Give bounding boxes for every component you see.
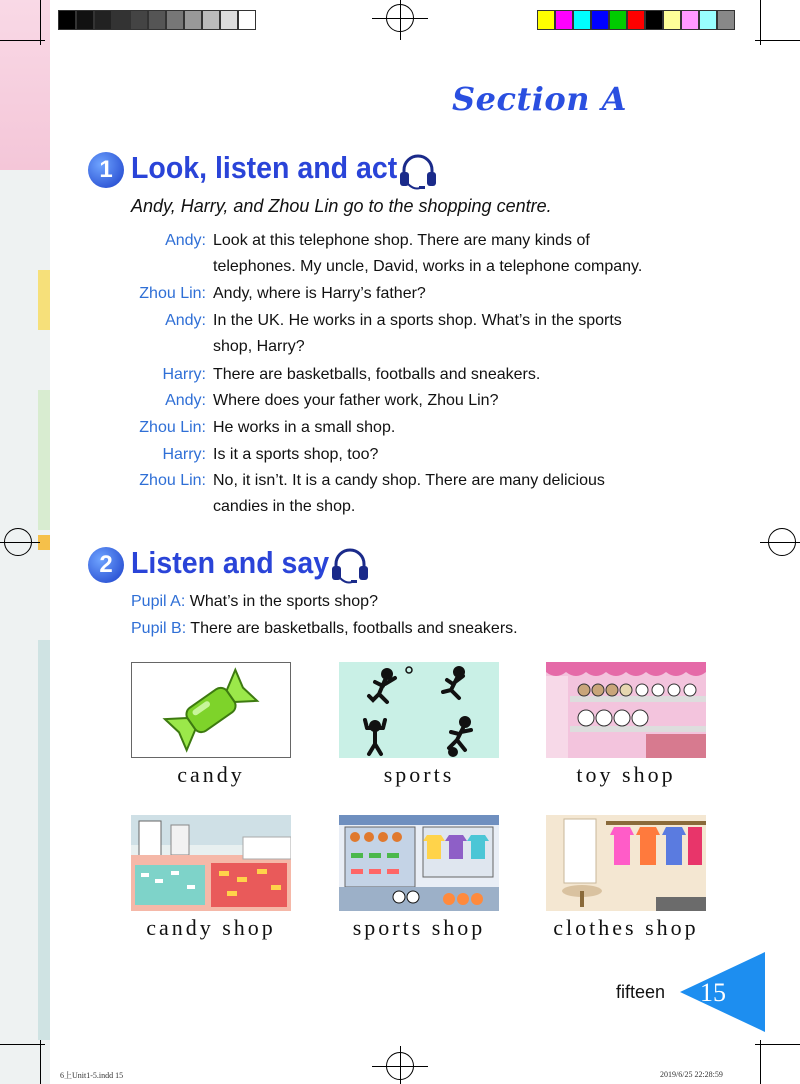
clothes-shop-picture <box>546 815 706 911</box>
crop-mark <box>760 0 761 45</box>
pupil-a-speaker: Pupil A: <box>131 593 186 610</box>
dialogue-speaker: Harry: <box>162 366 206 383</box>
crop-mark <box>400 1046 401 1084</box>
picture-caption: candy <box>177 762 245 787</box>
dialogue-speaker: Andy: <box>165 312 206 329</box>
candy-shop-illustration-icon <box>131 815 291 911</box>
pupil-b-line <box>131 620 518 638</box>
sports-shop-picture <box>339 815 499 911</box>
dialogue-speaker: Andy: <box>165 392 206 409</box>
crop-mark <box>760 542 800 543</box>
dialogue-text: There are basketballs, footballs and sneakers. <box>213 366 541 383</box>
part1-intro: Andy, Harry, and Zhou Lin go to the shopping centre. <box>131 196 552 216</box>
dialogue-line <box>131 338 305 356</box>
sports-shop-illustration-icon <box>339 815 499 911</box>
crop-mark <box>40 1040 41 1084</box>
sports-picture <box>339 662 499 758</box>
part1-number-badge: 1 <box>88 152 124 188</box>
crop-mark <box>0 1044 45 1045</box>
dialogue-speaker: Zhou Lin: <box>139 472 206 489</box>
color-calibration-bar <box>537 10 735 30</box>
candy-picture <box>131 662 291 758</box>
dialogue-text: telephones. My uncle, David, works in a telephone company. <box>213 258 643 275</box>
pupil-a-line <box>131 593 378 611</box>
left-margin-teal-band <box>38 640 50 1040</box>
candy-shop-picture <box>131 815 291 911</box>
dialogue-text: Is it a sports shop, too? <box>213 446 379 463</box>
crop-mark <box>760 1040 761 1084</box>
part2-number-badge: 2 <box>88 547 124 583</box>
pupil-a-text: What’s in the sports shop? <box>189 593 378 610</box>
clothes-shop-illustration-icon <box>546 815 706 911</box>
dialogue-line <box>131 446 378 464</box>
picture-caption: toy shop <box>576 762 676 787</box>
picture-caption: candy shop <box>146 915 276 940</box>
dialogue-line <box>131 285 426 303</box>
dialogue-line <box>131 392 498 410</box>
dialogue-line <box>131 258 642 276</box>
dialogue-text: Where does your father work, Zhou Lin? <box>213 392 499 409</box>
dialogue-line <box>131 419 395 437</box>
left-margin-green-band <box>38 390 50 530</box>
candy-icon <box>132 663 290 757</box>
dialogue-line <box>131 366 540 384</box>
grayscale-calibration-bar <box>58 10 256 30</box>
picture-caption: sports <box>383 762 455 787</box>
dialogue-speaker: Zhou Lin: <box>139 419 206 436</box>
dialogue-text: No, it isn’t. It is a candy shop. There are many delicious <box>213 472 605 489</box>
dialogue-line <box>131 312 622 330</box>
page-word: fifteen <box>616 982 666 1002</box>
pupil-b-text: There are basketballs, footballs and sneakers. <box>190 620 518 637</box>
crop-mark <box>400 0 401 40</box>
crop-mark <box>755 40 800 41</box>
crop-mark <box>0 40 45 41</box>
dialogue-text: In the UK. He works in a sports shop. What’s in the sports <box>213 312 622 329</box>
dialogue-line <box>131 232 590 250</box>
headphones-icon[interactable] <box>330 546 370 584</box>
dialogue-text: candies in the shop. <box>213 498 356 515</box>
left-margin-pink-band <box>0 0 50 170</box>
dialogue-text: He works in a small shop. <box>213 419 396 436</box>
crop-mark <box>755 1044 800 1045</box>
headphones-icon[interactable] <box>398 152 438 190</box>
dialogue-speaker: Zhou Lin: <box>139 285 206 302</box>
dialogue-text: shop, Harry? <box>213 338 305 355</box>
picture-caption: clothes shop <box>553 915 699 940</box>
page-number: 15 <box>700 978 726 1007</box>
dialogue-line <box>131 472 605 490</box>
crop-mark <box>40 0 41 45</box>
dialogue-text: Look at this telephone shop. There are many kinds of <box>213 232 590 249</box>
pupil-b-speaker: Pupil B: <box>131 620 187 637</box>
dialogue-text: Andy, where is Harry’s father? <box>213 285 426 302</box>
part1-heading: Look, listen and act <box>131 150 398 185</box>
dialogue-line <box>131 498 355 516</box>
footer-timestamp: 2019/6/25 22:28:59 <box>660 1070 723 1079</box>
footer-file-info: 6上Unit1-5.indd 15 <box>60 1071 124 1080</box>
dialogue-speaker: Andy: <box>165 232 206 249</box>
toy-shop-picture <box>546 662 706 758</box>
part2-heading: Listen and say <box>131 545 330 580</box>
picture-caption: sports shop <box>352 915 486 940</box>
dialogue-speaker: Harry: <box>162 446 206 463</box>
section-title: Section A <box>452 80 627 118</box>
toy-shop-illustration-icon <box>546 662 706 758</box>
crop-mark <box>0 542 40 543</box>
sports-pictogram-icon <box>339 662 499 758</box>
left-margin-yellow-band <box>38 270 50 330</box>
